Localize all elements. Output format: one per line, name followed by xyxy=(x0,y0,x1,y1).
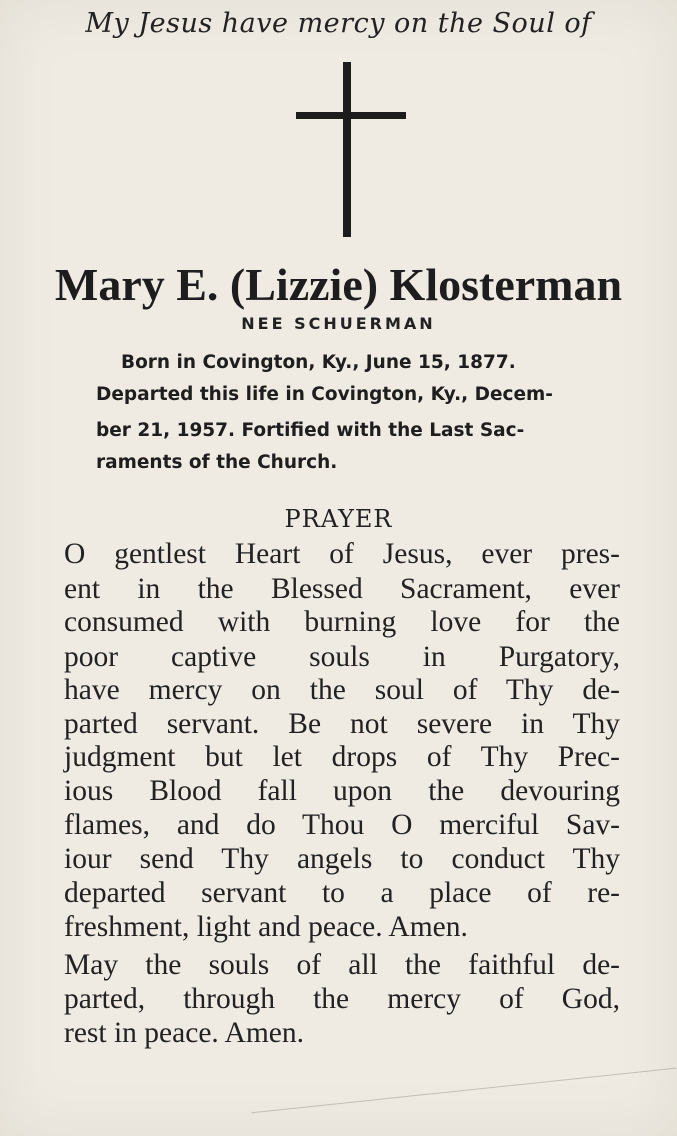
closing-line: rest in peace. Amen. xyxy=(64,1017,305,1049)
prayer-line: departed servant to a place of re- xyxy=(64,877,620,909)
prayer-line: freshment, light and peace. Amen. xyxy=(64,911,468,943)
cross-icon-bar xyxy=(296,112,406,119)
bio-line: ber 21, 1957. Fortified with the Last Sac- xyxy=(96,420,525,441)
prayer-title: PRAYER xyxy=(284,505,393,533)
maiden-name: NEE SCHUERMAN xyxy=(241,314,436,333)
prayer-line: ious Blood fall upon the devouring xyxy=(64,775,620,807)
prayer-line: have mercy on the soul of Thy de- xyxy=(64,674,620,706)
bio-line: Born in Covington, Ky., June 15, 1877. xyxy=(121,352,516,373)
prayer-line: O gentlest Heart of Jesus, ever pres- xyxy=(64,538,620,570)
prayer-line: iour send Thy angels to conduct Thy xyxy=(64,843,620,875)
closing-line: parted, through the mercy of God, xyxy=(64,983,620,1015)
prayer-line: poor captive souls in Purgatory, xyxy=(64,641,620,673)
prayer-line: judgment but let drops of Thy Prec- xyxy=(64,741,620,773)
prayer-line: flames, and do Thou O merciful Sav- xyxy=(64,809,620,841)
prayer-line: parted servant. Be not severe in Thy xyxy=(64,708,620,740)
paper-crease xyxy=(251,1068,676,1114)
bio-line: Departed this life in Covington, Ky., Decem- xyxy=(96,384,553,405)
deceased-name: Mary E. (Lizzie) Klosterman xyxy=(54,259,623,310)
cross-icon xyxy=(343,62,351,237)
prayer-line: consumed with burning love for the xyxy=(64,606,620,638)
card-header: My Jesus have mercy on the Soul of xyxy=(85,8,592,39)
closing-line: May the souls of all the faithful de- xyxy=(64,949,620,981)
bio-line: raments of the Church. xyxy=(96,452,338,473)
prayer-line: ent in the Blessed Sacrament, ever xyxy=(64,573,620,605)
